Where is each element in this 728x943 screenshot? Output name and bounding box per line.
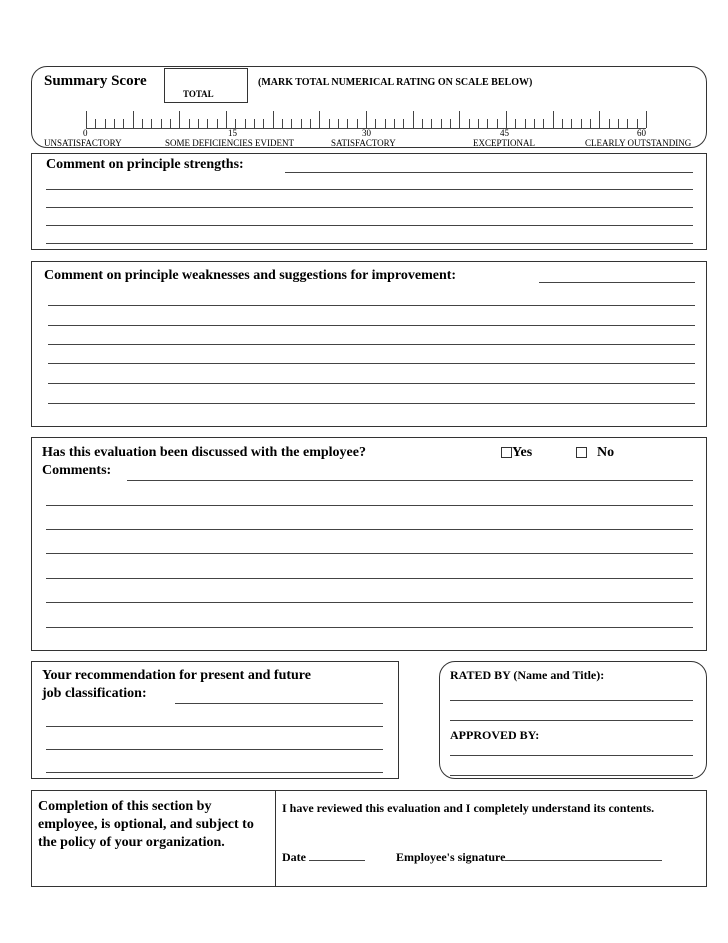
scale-tick xyxy=(394,119,395,128)
scale-tick xyxy=(637,119,638,128)
rating-clearly-outstanding: CLEARLY OUTSTANDING xyxy=(585,138,692,148)
recommendation-label-line2: job classification: xyxy=(42,686,147,701)
scale-tick xyxy=(515,119,516,128)
scale-number-45: 45 xyxy=(500,128,509,138)
no-option[interactable] xyxy=(576,445,614,461)
discussion-section xyxy=(31,437,707,651)
comments-line[interactable] xyxy=(46,505,693,506)
scale-tick xyxy=(170,119,171,128)
completion-note: Completion of this section by employee, is optional, and subject to the policy of your organization. xyxy=(38,799,254,850)
comments-label: Comments: xyxy=(42,463,112,478)
weaknesses-line[interactable] xyxy=(539,282,695,283)
date-field[interactable] xyxy=(282,848,365,865)
scale-tick xyxy=(329,119,330,128)
scale-tick xyxy=(618,119,619,128)
yes-label: Yes xyxy=(512,445,533,460)
rated-by-line[interactable] xyxy=(450,700,693,701)
scale-tick xyxy=(478,119,479,128)
rating-unsatisfactory: UNSATISFACTORY xyxy=(44,138,122,148)
recommendation-line[interactable] xyxy=(175,703,383,704)
signature-field[interactable] xyxy=(396,848,662,865)
scale-tick xyxy=(571,119,572,128)
scale-tick xyxy=(291,119,292,128)
strengths-line[interactable] xyxy=(46,243,693,244)
comments-line[interactable] xyxy=(46,578,693,579)
comments-line[interactable] xyxy=(127,480,693,481)
scale-tick xyxy=(357,119,358,128)
no-label: No xyxy=(597,445,615,460)
scale-tick xyxy=(431,119,432,128)
approved-by-line[interactable] xyxy=(450,775,693,776)
scale-tick xyxy=(273,111,274,128)
total-score-field[interactable] xyxy=(164,68,248,103)
yes-checkbox[interactable] xyxy=(501,447,512,458)
scale-tick xyxy=(534,119,535,128)
scale-tick xyxy=(422,119,423,128)
scale-tick xyxy=(245,119,246,128)
scale-tick xyxy=(581,119,582,128)
scale-tick xyxy=(506,111,507,128)
scale-tick xyxy=(319,111,320,128)
scale-tick xyxy=(86,111,87,128)
scale-tick xyxy=(95,119,96,128)
scale-tick xyxy=(403,119,404,128)
scale-tick xyxy=(123,119,124,128)
scale-tick xyxy=(179,111,180,128)
approved-by-line[interactable] xyxy=(450,755,693,756)
scale-tick xyxy=(553,111,554,128)
scale-tick xyxy=(282,119,283,128)
rating-satisfactory: SATISFACTORY xyxy=(331,138,396,148)
total-label: TOTAL xyxy=(183,89,214,99)
rated-by-line[interactable] xyxy=(450,720,693,721)
scale-tick xyxy=(114,119,115,128)
weaknesses-line[interactable] xyxy=(48,325,695,326)
scale-tick xyxy=(497,119,498,128)
scale-tick xyxy=(609,119,610,128)
scale-tick xyxy=(161,119,162,128)
scale-tick xyxy=(133,111,134,128)
summary-score-title: Summary Score xyxy=(44,73,147,89)
strengths-line[interactable] xyxy=(46,189,693,190)
scale-tick xyxy=(441,119,442,128)
scale-tick xyxy=(263,119,264,128)
review-statement: I have reviewed this evaluation and I completely understand its contents. xyxy=(282,801,655,815)
scale-tick xyxy=(105,119,106,128)
scale-tick xyxy=(487,119,488,128)
scale-tick xyxy=(226,111,227,128)
scale-tick xyxy=(301,119,302,128)
scale-number-0: 0 xyxy=(83,128,88,138)
scale-instruction: (MARK TOTAL NUMERICAL RATING ON SCALE BELOW) xyxy=(258,77,533,88)
scale-tick xyxy=(198,119,199,128)
discussion-question: Has this evaluation been discussed with the employee? xyxy=(42,445,366,460)
weaknesses-line[interactable] xyxy=(48,363,695,364)
scale-tick xyxy=(543,119,544,128)
scale-tick xyxy=(469,119,470,128)
scale-tick xyxy=(142,119,143,128)
date-label: Date xyxy=(282,850,306,864)
scale-tick xyxy=(366,111,367,128)
scale-tick xyxy=(347,119,348,128)
strengths-line[interactable] xyxy=(46,225,693,226)
scale-tick xyxy=(235,119,236,128)
scale-tick xyxy=(338,119,339,128)
scale-tick xyxy=(207,119,208,128)
weaknesses-line[interactable] xyxy=(48,344,695,345)
scale-tick xyxy=(562,119,563,128)
scale-tick xyxy=(217,119,218,128)
comments-line[interactable] xyxy=(46,602,693,603)
scale-tick xyxy=(189,119,190,128)
scale-tick xyxy=(599,111,600,128)
recommendation-label-line1: Your recommendation for present and future xyxy=(42,668,311,683)
scale-tick xyxy=(525,119,526,128)
scale-tick xyxy=(646,111,647,128)
weaknesses-line[interactable] xyxy=(48,305,695,306)
weaknesses-line[interactable] xyxy=(48,403,695,404)
scale-tick xyxy=(413,111,414,128)
strengths-line[interactable] xyxy=(285,172,693,173)
scale-tick xyxy=(310,119,311,128)
recommendation-line[interactable] xyxy=(46,726,383,727)
rating-exceptional: EXCEPTIONAL xyxy=(473,138,535,148)
strengths-label: Comment on principle strengths: xyxy=(46,157,244,172)
signature-line[interactable] xyxy=(505,848,662,861)
comments-line[interactable] xyxy=(46,553,693,554)
scale-tick xyxy=(627,119,628,128)
comments-line[interactable] xyxy=(46,529,693,530)
strengths-line[interactable] xyxy=(46,207,693,208)
rated-by-label: RATED BY (Name and Title): xyxy=(450,668,605,682)
scale-tick xyxy=(254,119,255,128)
scale-tick xyxy=(151,119,152,128)
scale-number-30: 30 xyxy=(362,128,371,138)
yes-option[interactable] xyxy=(501,445,532,461)
scale-tick xyxy=(375,119,376,128)
scale-tick xyxy=(590,119,591,128)
recommendation-line[interactable] xyxy=(46,772,383,773)
signature-label: Employee's signature xyxy=(396,850,506,864)
approved-by-label: APPROVED BY: xyxy=(450,728,540,742)
date-line[interactable] xyxy=(309,848,365,861)
scale-tick xyxy=(450,119,451,128)
completion-divider xyxy=(275,790,276,887)
weaknesses-line[interactable] xyxy=(48,383,695,384)
recommendation-line[interactable] xyxy=(46,749,383,750)
weaknesses-label: Comment on principle weaknesses and suggestions for improvement: xyxy=(44,268,457,283)
scale-number-15: 15 xyxy=(228,128,237,138)
scale-number-60: 60 xyxy=(637,128,646,138)
no-checkbox[interactable] xyxy=(576,447,587,458)
comments-line[interactable] xyxy=(46,627,693,628)
rating-some-deficiencies: SOME DEFICIENCIES EVIDENT xyxy=(165,138,294,148)
scale-tick xyxy=(459,111,460,128)
scale-tick xyxy=(385,119,386,128)
